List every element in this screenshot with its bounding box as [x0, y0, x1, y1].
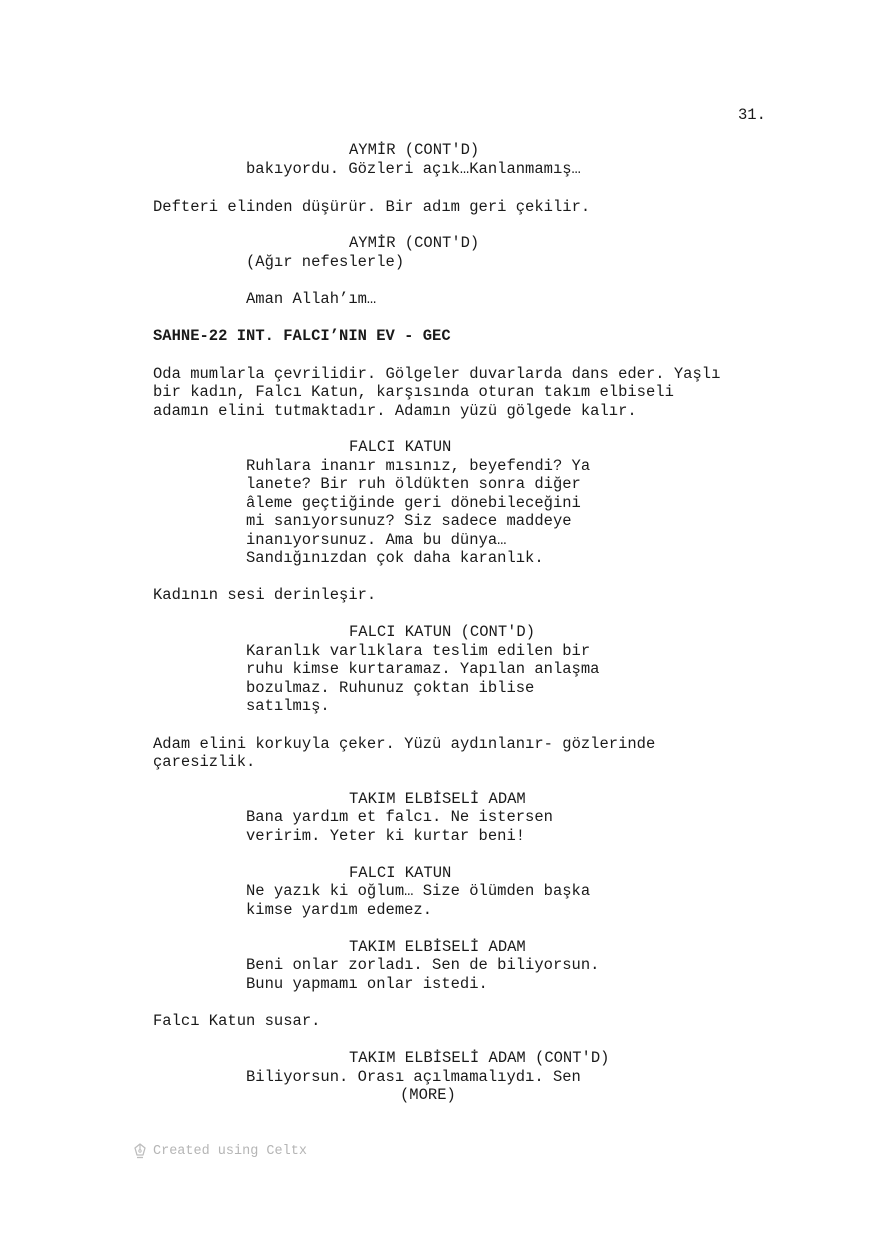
action-line: çaresizlik.	[153, 753, 256, 771]
action-line: Defteri elinden düşürür. Bir adım geri çekilir.	[153, 198, 591, 216]
character-name: TAKIM ELBİSELİ ADAM	[349, 938, 526, 956]
parenthetical: (Ağır nefeslerle)	[246, 253, 405, 271]
scene-heading: SAHNE-22 INT. FALCI’NIN EV - GEC	[153, 327, 451, 345]
character-name: TAKIM ELBİSELİ ADAM	[349, 790, 526, 808]
dialogue-line: lanete? Bir ruh öldükten sonra diğer	[246, 475, 581, 493]
dialogue-line: Bana yardım et falcı. Ne istersen	[246, 808, 553, 826]
action-line: Falcı Katun susar.	[153, 1012, 321, 1030]
character-name: FALCI KATUN	[349, 864, 452, 882]
dialogue-line: veririm. Yeter ki kurtar beni!	[246, 827, 526, 845]
dialogue-line: Sandığınızdan çok daha karanlık.	[246, 549, 544, 567]
action-line: Oda mumlarla çevrilidir. Gölgeler duvarlarda dans eder. Yaşlı	[153, 365, 721, 383]
action-line: adamın elini tutmaktadır. Adamın yüzü gölgede kalır.	[153, 402, 637, 420]
pen-nib-icon	[133, 1143, 147, 1159]
character-name: AYMİR (CONT'D)	[349, 141, 480, 159]
dialogue-line: Ruhlara inanır mısınız, beyefendi? Ya	[246, 457, 591, 475]
dialogue-line: Bunu yapmamı onlar istedi.	[246, 975, 488, 993]
dialogue-line: satılmış.	[246, 697, 330, 715]
dialogue-line: Beni onlar zorladı. Sen de biliyorsun.	[246, 956, 600, 974]
footer-text: Created using Celtx	[153, 1143, 307, 1159]
dialogue-line: Ne yazık ki oğlum… Size ölümden başka	[246, 882, 591, 900]
dialogue-line: Biliyorsun. Orası açılmamalıydı. Sen	[246, 1068, 581, 1086]
character-name: TAKIM ELBİSELİ ADAM (CONT'D)	[349, 1049, 610, 1067]
more-indicator: (MORE)	[400, 1086, 456, 1104]
celtx-footer	[133, 1143, 307, 1159]
action-line: Adam elini korkuyla çeker. Yüzü aydınlanır- gözlerinde	[153, 735, 656, 753]
dialogue-line: kimse yardım edemez.	[246, 901, 433, 919]
dialogue-line: inanıyorsunuz. Ama bu dünya…	[246, 531, 507, 549]
dialogue-line: Karanlık varlıklara teslim edilen bir	[246, 642, 591, 660]
dialogue-line: bozulmaz. Ruhunuz çoktan iblise	[246, 679, 535, 697]
dialogue-line: ruhu kimse kurtaramaz. Yapılan anlaşma	[246, 660, 600, 678]
character-name: FALCI KATUN	[349, 438, 452, 456]
page-number: 31.	[738, 106, 766, 124]
dialogue-line: bakıyordu. Gözleri açık…Kanlanmamış…	[246, 160, 581, 178]
action-line: Kadının sesi derinleşir.	[153, 586, 377, 604]
dialogue-line: Aman Allah’ım…	[246, 290, 377, 308]
character-name: AYMİR (CONT'D)	[349, 234, 480, 252]
action-line: bir kadın, Falcı Katun, karşısında oturan takım elbiseli	[153, 383, 674, 401]
dialogue-line: âleme geçtiğinde geri dönebileceğini	[246, 494, 581, 512]
dialogue-line: mi sanıyorsunuz? Siz sadece maddeye	[246, 512, 572, 530]
character-name: FALCI KATUN (CONT'D)	[349, 623, 536, 641]
